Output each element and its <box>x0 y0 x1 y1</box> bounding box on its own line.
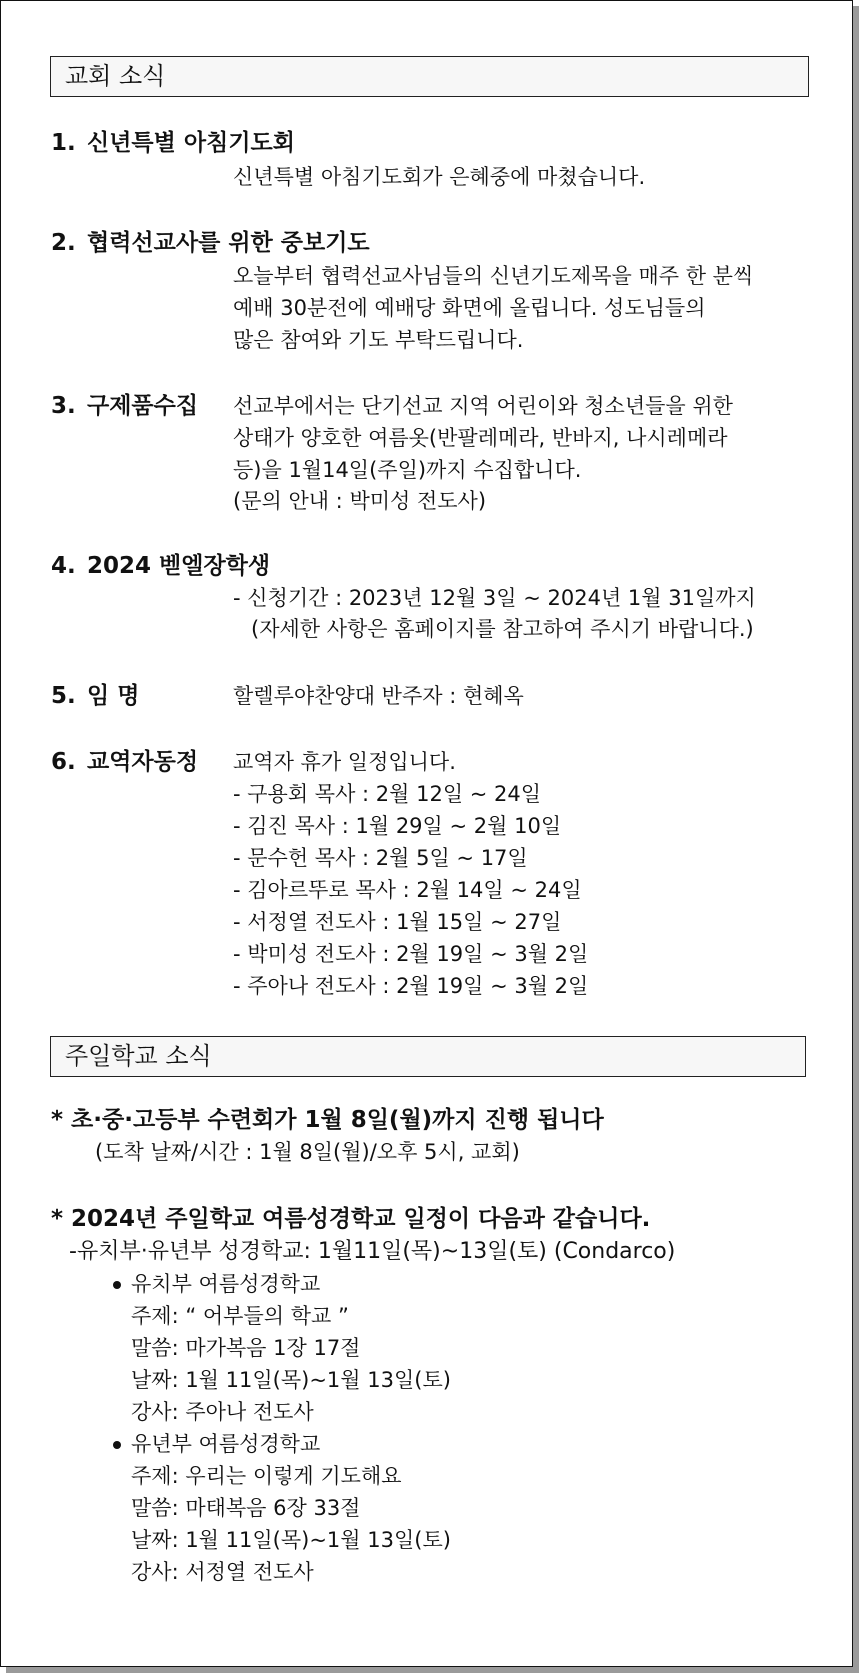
vbs-group-1-name: 유치부 여름성경학교 <box>113 1269 320 1299</box>
news-item-6-line-8: - 주아나 전도사 : 2월 19일 ~ 3월 2일 <box>233 974 589 998</box>
vbs-subtitle: -유치부·유년부 성경학교: 1월11일(목)~13일(토) (Condarco) <box>69 1239 676 1264</box>
news-item-3-line-3: 등)을 1월14일(주일)까지 수집합니다. <box>233 458 582 482</box>
bullet-dot-icon <box>113 1281 121 1289</box>
vbs-group-2-name: 유년부 여름성경학교 <box>113 1429 320 1459</box>
retreat-detail: (도착 날짜/시간 : 1월 8일(월)/오후 5시, 교회) <box>95 1140 520 1164</box>
church-news-header: 교회 소식 <box>50 56 809 97</box>
vbs-group-1-line-3: 날짜: 1월 11일(목)~1월 13일(토) <box>131 1368 451 1392</box>
news-item-6-line-4: - 문수헌 목사 : 2월 5일 ~ 17일 <box>233 846 528 870</box>
news-item-3-line-2: 상태가 양호한 여름옷(반팔레메라, 반바지, 나시레메라 <box>233 426 728 450</box>
news-item-6-line-3: - 김진 목사 : 1월 29일 ~ 2월 10일 <box>233 814 562 838</box>
retreat-title: * 초·중·고등부 수련회가 1월 8일(월)까지 진행 됩니다 <box>51 1107 604 1133</box>
vbs-group-2-line-2: 말씀: 마태복음 6장 33절 <box>131 1496 361 1520</box>
bullet-dot-icon <box>113 1441 121 1449</box>
news-item-4-line-1: - 신청기간 : 2023년 12월 3일 ~ 2024년 1월 31일까지 <box>233 586 756 610</box>
news-item-4-title: 4. 2024 벧엘장학생 <box>51 553 271 579</box>
news-item-2-line-3: 많은 참여와 기도 부탁드립니다. <box>233 328 524 352</box>
news-item-6-line-6: - 서정열 전도사 : 1월 15일 ~ 27일 <box>233 910 562 934</box>
news-item-4-line-2: (자세한 사항은 홈페이지를 참고하여 주시기 바랍니다.) <box>251 617 754 641</box>
news-item-3-line-1: 선교부에서는 단기선교 지역 어린이와 청소년들을 위한 <box>233 394 733 418</box>
news-item-6-line-2: - 구용회 목사 : 2월 12일 ~ 24일 <box>233 782 542 806</box>
news-item-2-title: 2. 협력선교사를 위한 중보기도 <box>51 230 370 256</box>
news-item-2-line-1: 오늘부터 협력선교사님들의 신년기도제목을 매주 한 분씩 <box>233 264 754 288</box>
news-item-6-line-5: - 김아르뚜로 목사 : 2월 14일 ~ 24일 <box>233 878 582 902</box>
news-item-1-line-1: 신년특별 아침기도회가 은혜중에 마쳤습니다. <box>233 165 646 189</box>
news-item-3-line-4: (문의 안내 : 박미성 전도사) <box>233 489 487 513</box>
news-item-5-title: 5. 임 명 <box>51 683 140 709</box>
vbs-group-2-line-3: 날짜: 1월 11일(목)~1월 13일(토) <box>131 1528 451 1552</box>
news-item-6-title: 6. 교역자동정 <box>51 749 199 775</box>
vbs-group-1-line-2: 말씀: 마가복음 1장 17절 <box>131 1336 361 1360</box>
sunday-school-header: 주일학교 소식 <box>50 1036 806 1077</box>
news-item-2-line-2: 예배 30분전에 예배당 화면에 올립니다. 성도님들의 <box>233 296 706 320</box>
news-item-3-title: 3. 구제품수집 <box>51 393 199 419</box>
vbs-group-1-line-4: 강사: 주아나 전도사 <box>131 1400 314 1424</box>
news-item-1-title: 1. 신년특별 아침기도회 <box>51 130 295 156</box>
news-item-6-line-7: - 박미성 전도사 : 2월 19일 ~ 3월 2일 <box>233 942 589 966</box>
news-item-5-line-1: 할렐루야찬양대 반주자 : 현혜옥 <box>233 684 524 708</box>
vbs-group-2-line-1: 주제: 우리는 이렇게 기도해요 <box>131 1464 402 1488</box>
vbs-group-1-line-1: 주제: “ 어부들의 학교 ” <box>131 1304 349 1328</box>
vbs-group-2-line-4: 강사: 서정열 전도사 <box>131 1560 314 1584</box>
vbs-title: * 2024년 주일학교 여름성경학교 일정이 다음과 같습니다. <box>51 1206 651 1232</box>
news-item-6-line-1: 교역자 휴가 일정입니다. <box>233 750 456 774</box>
